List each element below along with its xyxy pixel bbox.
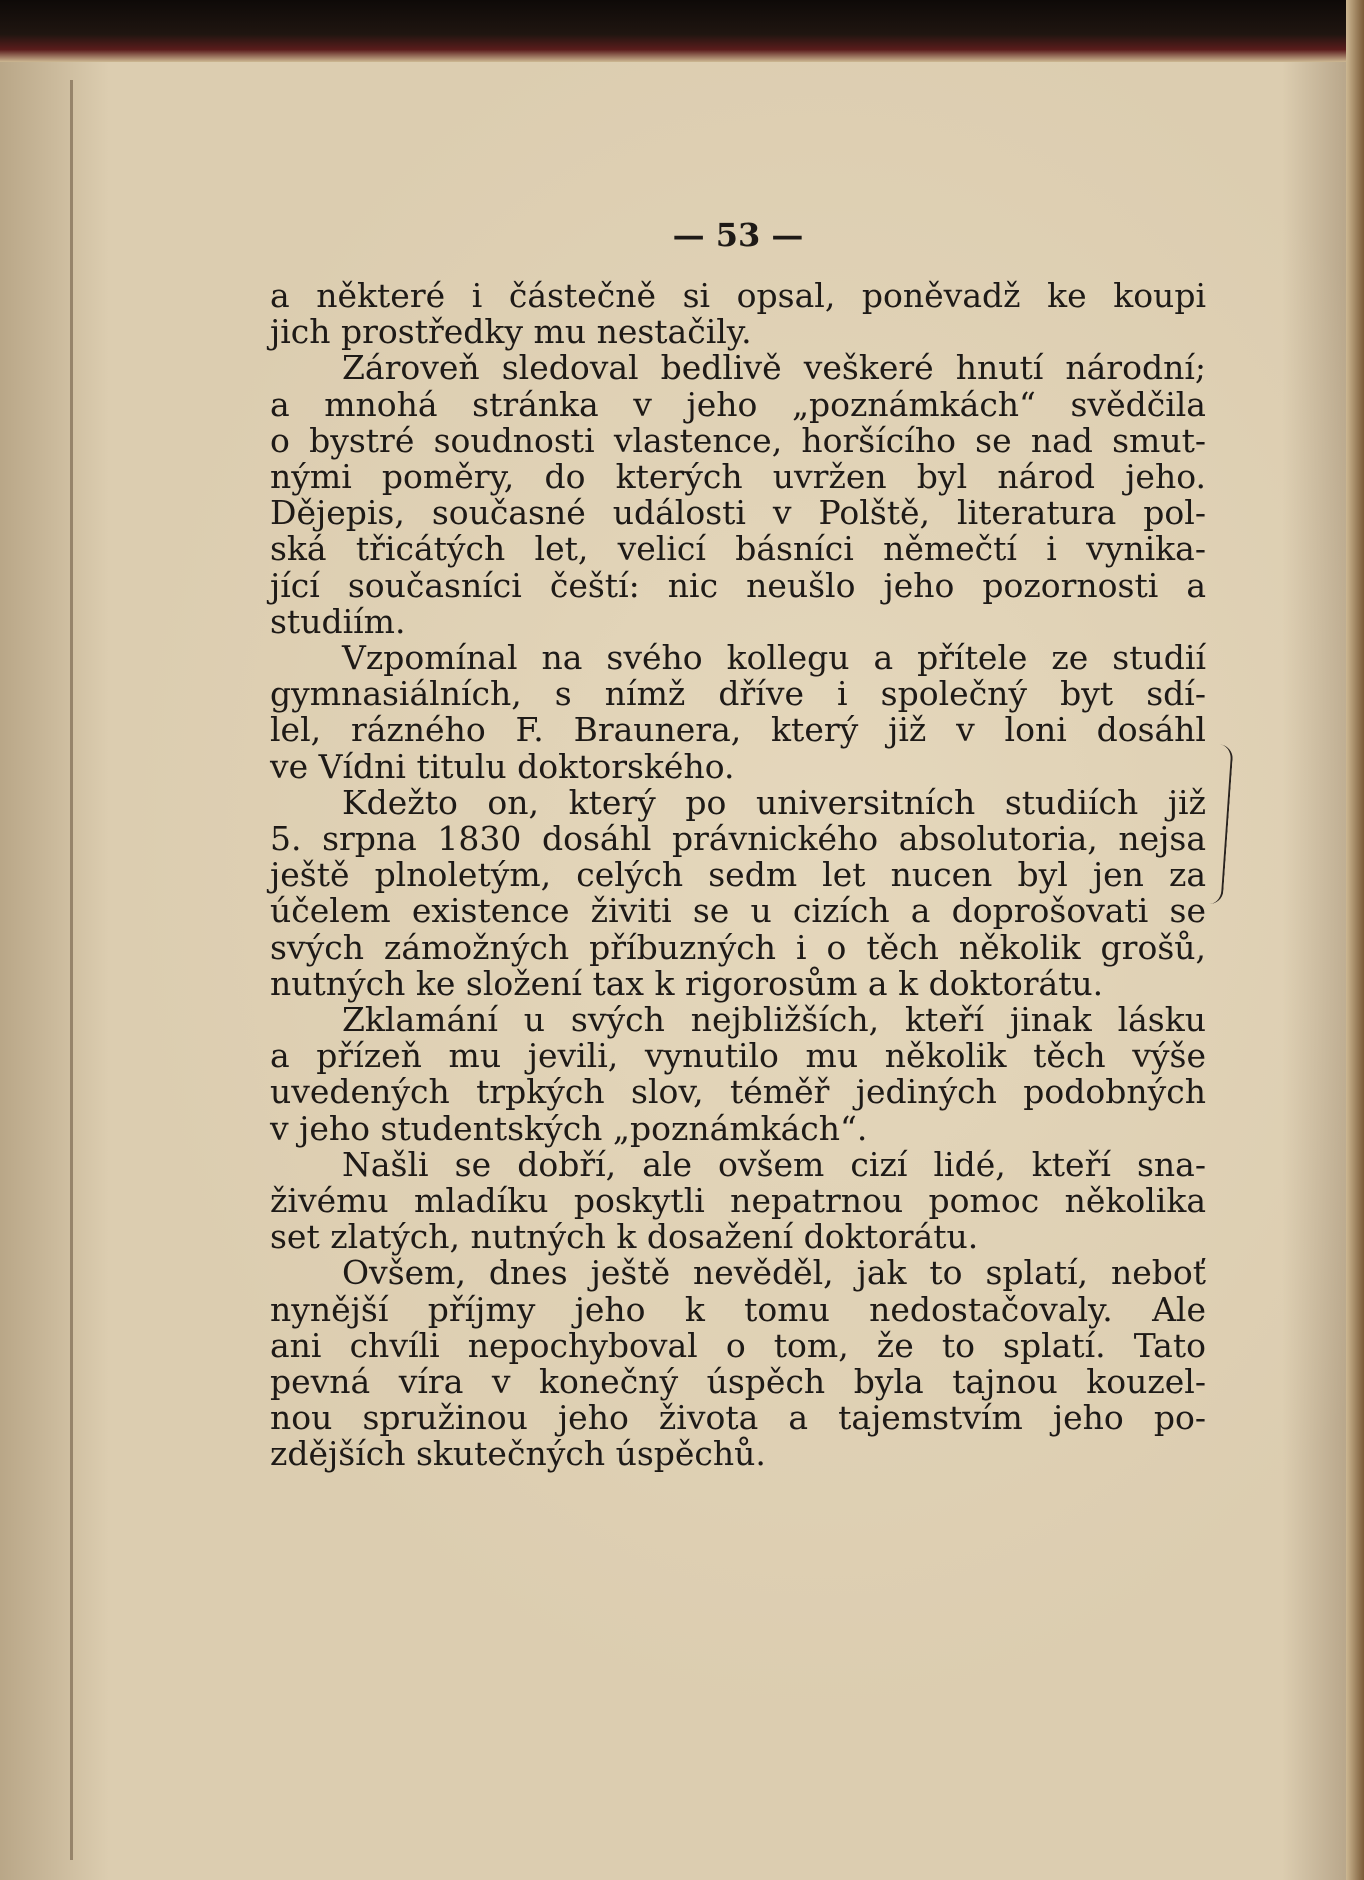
text-line: Vzpomínal na svého kollegu a přítele ze studií [342, 638, 1206, 677]
text-line: zdějších skutečných úspěchů. [270, 1434, 766, 1474]
page-number: — 53 — [672, 216, 804, 254]
text-line: gymnasiálních, s nímž dříve i společný byt sdí- [270, 674, 1206, 714]
text-line: a přízeň mu jevili, vynutilo mu několik těch výše [270, 1036, 1206, 1076]
text-line: a mnohá stránka v jeho „poznámkách“ svědčila [270, 384, 1206, 424]
text-line: Ovšem, dnes ještě nevěděl, jak to splatí, neboť [342, 1253, 1206, 1293]
text-line: studiím. [270, 601, 406, 641]
text-line: nutných ke složení tax k rigorosům a k doktorátu. [270, 963, 1104, 1003]
text-line: 5. srpna 1830 dosáhl právnického absolutoria, nejsa [270, 819, 1206, 858]
text-line: Našli se dobří, ale ovšem cizí lidé, kteří sna- [342, 1144, 1206, 1184]
text-line: účelem existence živiti se u cizích a doprošovati se [270, 891, 1206, 931]
text-line: Zklamání u svých nejbližších, kteří jinak lásku [342, 1000, 1206, 1039]
text-line: nynější příjmy jeho k tomu nedostačovaly. Ale [270, 1289, 1206, 1329]
binding-gutter [70, 80, 73, 1860]
text-line: svých zámožných příbuzných i o těch několik grošů, [270, 927, 1206, 967]
text-line: uvedených trpkých slov, téměř jediných podobných [270, 1072, 1206, 1112]
book-top-edge [0, 0, 1364, 62]
page-right-edge [1346, 0, 1364, 1880]
text-line: nou spružinou jeho života a tajemstvím jeho po- [270, 1398, 1206, 1438]
text-line: ve Vídni titulu doktorského. [270, 746, 735, 786]
text-line: v jeho studentských „poznámkách“. [270, 1108, 868, 1148]
text-line: Kdežto on, který po universitních studiích již [342, 782, 1206, 822]
text-line: lel, rázného F. Braunera, který již v loni dosáhl [270, 710, 1206, 750]
text-line: nými poměry, do kterých uvržen byl národ jeho. [270, 457, 1206, 496]
text-line: ská třicátých let, velicí básníci němečtí i vynika- [270, 529, 1206, 569]
text-line: živému mladíku poskytli nepatrnou pomoc několika [270, 1181, 1206, 1220]
text-line: pevná víra v konečný úspěch byla tajnou kouzel- [270, 1362, 1206, 1401]
text-line: a některé i částečně si opsal, poněvadž ke koupi [270, 276, 1206, 315]
text-line: jící současníci čeští: nic neušlo jeho pozornosti a [270, 565, 1206, 605]
text-line: jich prostředky mu nestačily. [270, 312, 752, 352]
text-line: Zároveň sledoval bedlivě veškeré hnutí národní; [342, 348, 1206, 388]
text-line: ještě plnoletým, celých sedm let nucen byl jen za [270, 855, 1206, 895]
text-line: o bystré soudnosti vlastence, horšícího se nad smut- [270, 420, 1206, 460]
text-line: Dějepis, současné události v Polště, literatura pol- [270, 493, 1206, 533]
text-line: set zlatých, nutných k dosažení doktorátu. [270, 1217, 979, 1257]
text-line: ani chvíli nepochyboval o tom, že to splatí. Tato [270, 1325, 1206, 1365]
